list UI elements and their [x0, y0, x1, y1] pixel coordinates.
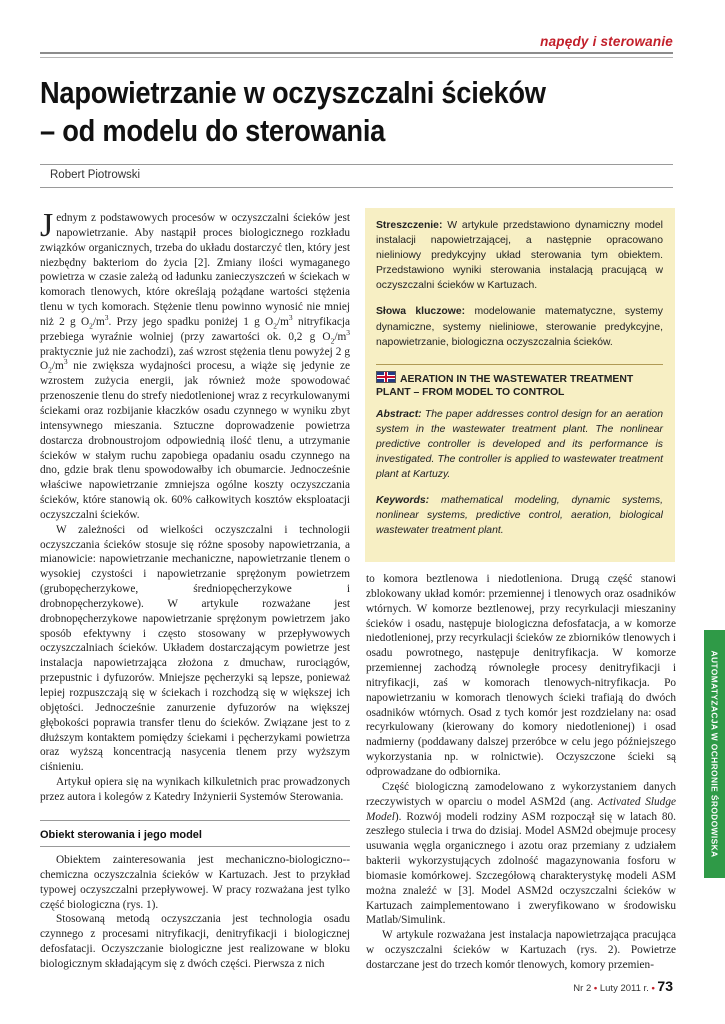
keywords-pl: Słowa kluczowe: modelowanie matematyczne, systemy dynamiczne, systemy nieliniowe, sterowanie predykcyjne, napowietrzanie, biologiczna oczyszczalnia ścieków. — [376, 306, 663, 348]
footer-date: Luty 2011 r. — [599, 983, 649, 994]
paragraph-1: Jednym z podstawowych procesów w oczyszczalni ścieków jest napowietrzanie. Aby nastąpił proces biologicznego rozkładu związków organicznych, trzeba do układu dostarczyć tlen, który jest niezbędny bakteriom do życia [2]. Zmiany ilości wymaganego powietrza w czasie zależą od ładunku zanieczyszczeń w ściekach w komorach tlenowych, które określają pożądane wartości stężenia tlenu w tych komorach. Stężenie tlenu powinno wynosić nie mniej niż 2 g $O_2/m^3$. Przy jego spadku poniżej 1 g $O_2/m^3$ nitryfikacja przebiega wyraźnie wolniej (przy zawartości ok. 0,2 g $O_2/m^3$ praktycznie już nie zachodzi), zaś wzrost stężenia tlenu powyżej 2 g $O_2/m^3$ nie zwiększa wydajności procesu, a wiąże się jedynie ze wzrostem zużycia energii, jak również może spowodować przenoszenie tlenu do strefy niedotlenionej wraz z recyrkulowanymi ściekami oraz rozbijanie kłaczków osadu czynnego w wyniku zbyt intensywnego mieszania. Sztuczne doprowadzenie powietrza dostarcza drobnoustrojom odpowiednią ilość tlenu, a utrzymanie ścieków w stałym ruchu zapobiega opadaniu osadu czynnego na dno, gdzie brak tlenu spowodowałby ich obumarcie. Jednocześnie właściwe napowietrzanie zmniejsza ogólne koszty oczyszczania ścieków, które stanowią ok. 60% całkowitych kosztów eksploatacji oczyszczalni ścieków. — [40, 207, 351, 521]
english-title: AERATION IN THE WASTEWATER TREATMENT PLANT – FROM MODEL TO CONTROL — [376, 364, 663, 399]
section-tag: napędy i sterowanie — [540, 34, 673, 49]
body-column-right — [366, 572, 676, 973]
subhead-rule-bottom — [40, 846, 350, 847]
keywords-en: Keywords: mathematical modeling, dynamic systems, nonlinear systems, predictive control, aeration, biological wastewater treatment plant. — [376, 495, 663, 537]
abstract-en: Abstract: The paper addresses control design for an aeration system in the wastewater treatment plant. The nonlinear predictive controller is developed and its performance is investigated. The controller is applied to wastewater treatment plant at Kartuzy. — [376, 408, 663, 481]
paragraph-r2: Część biologiczną zamodelowano z wykorzystaniem danych rzeczywistych w oparciu o model ASM2d (ang. Activated Sludge Model). Rozwój modeli rodziny ASM rozpoczął się w latach 80. zeszłego stulecia i trwa do dzisiaj. Model ASM2d obejmuje procesy usuwania węgla organicznego i azotu oraz przemiany z udziałem bakterii wykorzystujących zdolność magazynowania fosforu w biomasie komórkowej. Szczegółową charakterystykę modeli ASM można znaleźć w [3]. Model ASM2d oczyszczalni ścieków w Kartuzach zaimplementowano i zweryfikowano w środowisku Matlab/Simulink. — [366, 780, 676, 927]
body-column-left-lower — [40, 853, 350, 972]
dropcap: J — [40, 207, 54, 244]
title-line-1: Napowietrzanie w oczyszczalni ścieków — [40, 75, 546, 110]
paragraph-4: Obiektem zainteresowania jest mechaniczno-biologiczno--chemiczna oczyszczalnia ścieków w Kartuzach. Jest to przykład typowej oczyszczalni przepływowej. W pracy rozważana jest tylko część biologiczna (rys. 1). — [40, 854, 350, 911]
title-line-2: – od modelu do sterowania — [40, 113, 386, 148]
author: Robert Piotrowski — [50, 169, 141, 181]
paragraph-5: Stosowaną metodą oczyszczania jest technologia osadu czynnego z procesami nitryfikacji, denitryfikacji i biologicznej defosfatacji. Oczyszczanie biologiczne jest realizowane w bloku biologicznym składającym się z dwóch części. Pierwsza z nich — [40, 913, 350, 970]
footer: Nr 2 • Luty 2011 r. • 73 — [573, 978, 673, 994]
section-heading: Obiekt sterowania i jego model — [40, 829, 202, 841]
header-rule-thin — [40, 57, 673, 58]
paragraph-r3: W artykule rozważana jest instalacja napowietrzająca pracująca w oczyszczalni ścieków w Kartuzach (rys. 2). Powietrze dostarczane jest do trzech komór tlenowych, komory przemien- — [366, 929, 676, 971]
side-tab — [704, 630, 725, 878]
header-rule — [40, 52, 673, 54]
page-number: 73 — [657, 978, 673, 994]
paragraph-2: W zależności od wielkości oczyszczalni i technologii oczyszczania ścieków stosuje się różne sposoby napowietrzania, a mianowicie: napowietrzanie mechaniczne, napowietrzanie tlenem o wysokiej czystości i napowietrzanie sprężonym powietrzem (grubopęcherzykowe, średniopęcherzykowe i drobnopęcherzykowe). W artykule rozważane jest drobnopęcherzykowe napowietrzanie sprężonym powietrzem jako sposób efektywny i często stosowany w przepływowych oczyszczalniach ścieków. Układem dostarczającym powietrze jest instalacja napowietrzająca złożona z dmuchaw, rurociągów, przepustnic i dyfuzorów. Mniejsze pęcherzyki są lepsze, ponieważ lepiej rozpuszczają się w ściekach i rozchodzą się w większej ich objętości. Jednocześnie zanurzenie dyfuzorów na większej głębokości poprawia transfer tlenu do ścieków. Związane jest to z dłuższym kontaktem pomiędzy ściekami i pęcherzykami powietrza oraz wyższą koncentracją nasycenia tlenem przy wyższym ciśnieniu. — [40, 523, 350, 774]
abstract-box — [365, 208, 675, 562]
body-column-left — [40, 207, 351, 805]
uk-flag-icon — [376, 371, 396, 383]
subhead-rule-top — [40, 820, 350, 821]
paragraph-3: Artykuł opiera się na wynikach kilkuletnich prac prowadzonych przez autora i kolegów z Katedry Inżynierii Systemów Sterowania. — [40, 776, 350, 803]
abstract-pl: Streszczenie: W artykule przedstawiono dynamiczny model instalacji napowietrzającej, a następnie opracowano nieliniowy predykcyjny układ sterowania tym obiektem. Przedstawiono wyniki sterowania instalacją pracującą w oczyszczalni ścieków w Kartuzach. — [376, 220, 663, 292]
side-tab-label: AUTOMATYZACJA W OCHRONIE ŚRODOWISKA — [709, 650, 720, 858]
paragraph-r1: to komora beztlenowa i niedotleniona. Drugą część stanowi zblokowany układ komór: przemiennej i tlenowych oraz osadników wtórnych. W komorze beztlenowej, przy recyrkulacji mieszaniny ścieków i osadu, następuje biologiczna defosfatacja, a w komorze niedotlenionej, przy recyrkulacji ścieków ze zbiorników tlenowych i osadu powrotnego, następuje denitryfikacja. W komorze przemiennej zachodzą równoległe procesy denitryfikacji i nitryfikacji, zaś w komorach tlenowych-nitryfikacja. Po napowietrzaniu w komorach tlenowych ścieki trafiają do dwóch osadników wtórnych. Osad z tych komór jest rozdzielany na: osad recyrkulowany (kierowany do komory niedotlenionej) i osad nadmierny (poddawany dalszej przeróbce w celu jego późniejszego wykorzystania np. w rolnictwie). Oczyszczone ścieki są odprowadzane do odbiornika. — [366, 573, 676, 778]
article-title — [40, 74, 603, 150]
footer-issue: Nr 2 — [573, 983, 592, 994]
